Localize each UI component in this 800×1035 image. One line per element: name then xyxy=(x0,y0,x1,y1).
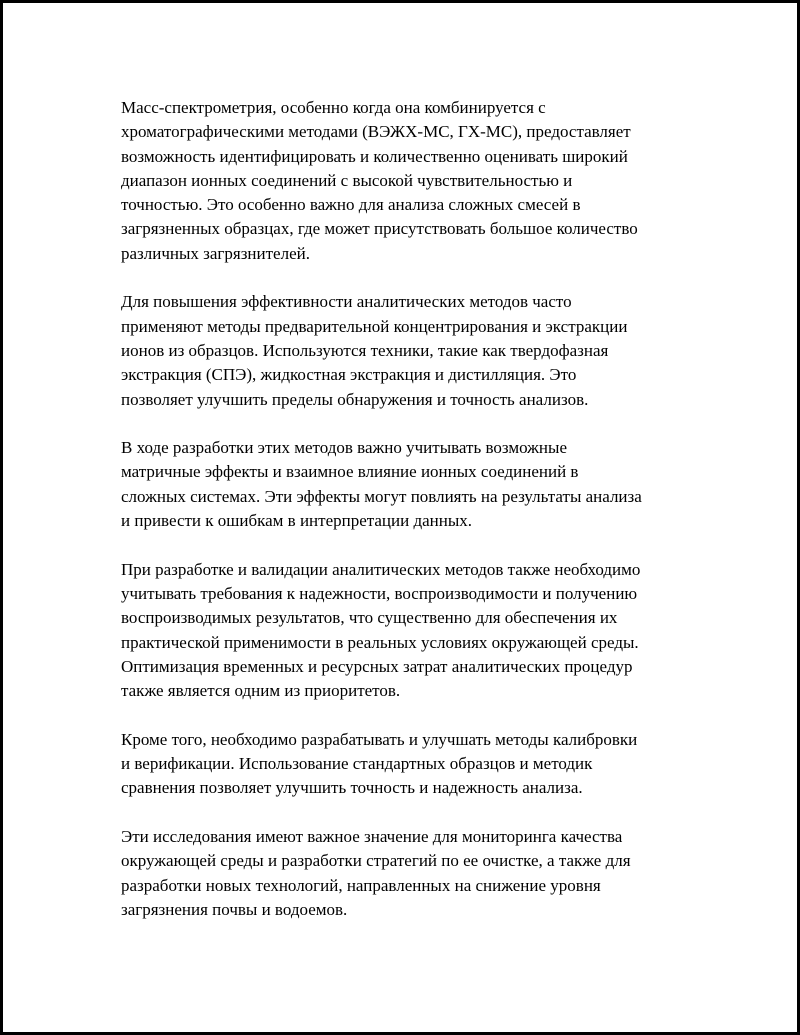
paragraph-5: Кроме того, необходимо разрабатывать и улучшать методы калибровки и верификации. Использование стандартных образцов и методик сравнения позволяет улучшить точность и надежность анализа. xyxy=(121,729,638,798)
paragraph-6: Эти исследования имеют важное значение для мониторинга качества окружающей среды и разработки стратегий по ее очистке, а также для разработки новых технологий, направленных на снижение уровня загрязнения почвы и водоемов. xyxy=(121,826,631,919)
document-body xyxy=(121,96,693,946)
paragraph-4: При разработке и валидации аналитических методов также необходимо учитывать требования к надежности, воспроизводимости и получению воспроизводимых результатов, что существенно для обеспечения их практической применимости в реальных условиях окружающей среды. Оптимизация временных и ресурсных затрат аналитических процедур также является одним из приоритетов. xyxy=(121,559,641,701)
paragraph-3: В ходе разработки этих методов важно учитывать возможные матричные эффекты и взаимное влияние ионных соединений в сложных системах. Эти эффекты могут повлиять на результаты анализа и привести к ошибкам в интерпретации данных. xyxy=(121,438,642,531)
paragraph-2: Для повышения эффективности аналитических методов часто применяют методы предварительной концентрирования и экстракции ионов из образцов. Используются техники, такие как твердофазная экстракция (СПЭ), жидкостная экстракция и дистилляция. Это позволяет улучшить пределы обнаружения и точность анализов. xyxy=(121,292,628,409)
paragraph-1: Масс-спектрометрия, особенно когда она комбинируется с хроматографическими методами (ВЭЖХ-МС, ГХ-МС), предоставляет возможность идентифицировать и количественно оценивать широкий диапазон ионных соединений с высокой чувствительностью и точностью. Это особенно важно для анализа сложных смесей в загрязненных образцах, где может присутствовать большое количество различных загрязнителей. xyxy=(121,98,638,263)
